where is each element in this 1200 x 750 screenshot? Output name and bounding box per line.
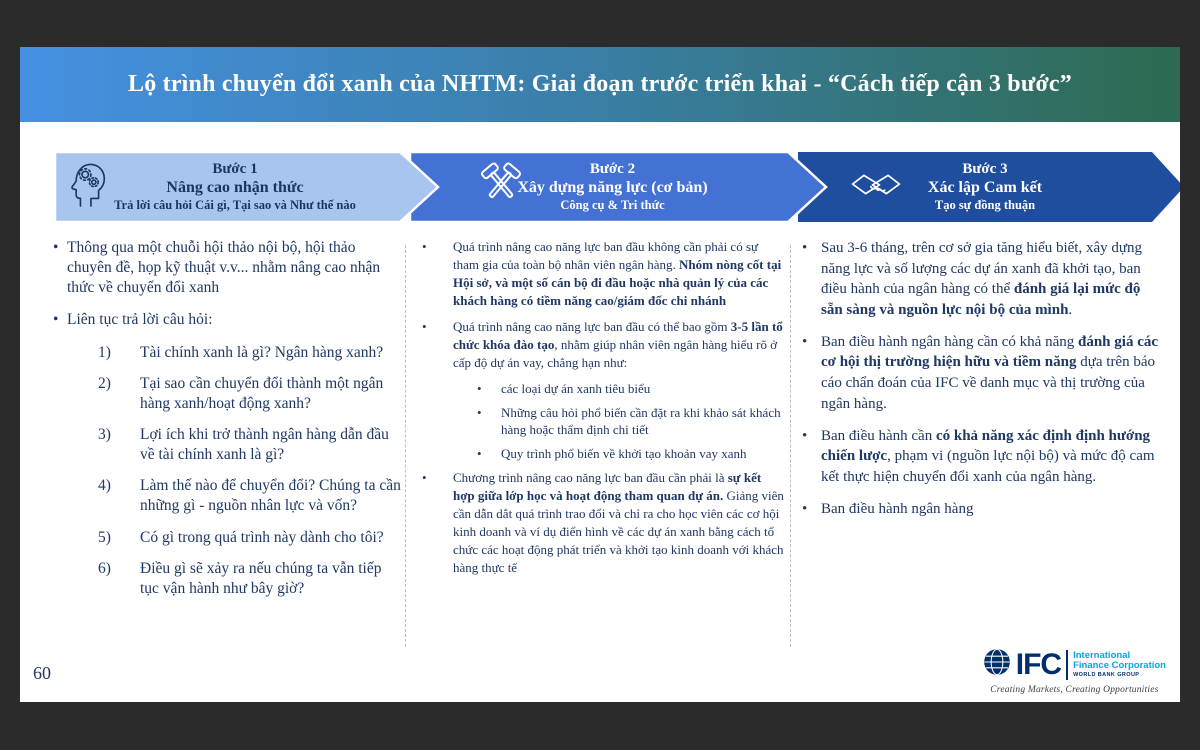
numbered-text: Điều gì sẽ xảy ra nếu chúng ta vẫn tiếp tục vận hành như bây giờ? <box>140 559 382 597</box>
step1-arrow-shape <box>55 152 438 222</box>
ifc-acronym: IFC <box>1015 647 1062 681</box>
step1-title: Nâng cao nhận thức <box>166 179 304 197</box>
step-arrow-band <box>20 152 1180 222</box>
numbered-text: Có gì trong quá trình này dành cho tôi? <box>140 528 384 546</box>
number-marker: 2) <box>98 374 111 392</box>
logo-group: WORLD BANK GROUP <box>1073 672 1140 679</box>
ifc-logo <box>983 648 1166 695</box>
bullet-marker: • <box>422 239 427 254</box>
bullet-marker: • <box>477 446 482 462</box>
sub-list-item <box>477 404 784 440</box>
bullet-text: Thông qua một chuỗi hội thảo nội bộ, hội thảo chuyên đề, họp kỹ thuật v.v... nhằm nâng cao nhận thức về chuyển đổi xanh <box>67 239 381 297</box>
slide-title: Lộ trình chuyển đổi xanh của NHTM: Giai đoạn trước triển khai - “Cách tiếp cận 3 bước” <box>128 71 1072 97</box>
presentation-slide <box>20 47 1180 702</box>
bullet-text: Quá trình nâng cao năng lực ban đầu có thể bao gồm 3-5 lần tổ chức khóa đào tạo, nhằm giúp nhân viên ngân hàng hiểu rõ ở cấp độ dự án vay, chẳng hạn như: <box>453 318 783 370</box>
bullet-marker: • <box>802 240 808 256</box>
ifc-globe-icon <box>983 648 1011 681</box>
numbered-text: Lợi ích khi trở thành ngân hàng dẫn đầu về tài chính xanh là gì? <box>140 425 389 464</box>
bullet-marker: • <box>802 333 808 350</box>
numbered-text: Tài chính xanh là gì? Ngân hàng xanh? <box>140 343 384 361</box>
column-step1-content <box>53 238 403 610</box>
bullet-marker: • <box>422 470 427 486</box>
column-divider <box>790 245 791 647</box>
bullet-text: Quá trình nâng cao năng lực ban đầu không cần phải có sự tham gia của toàn bộ nhân viên ngân hàng. Nhóm nòng cốt tại Hội sở, và một số cán bộ đi đầu hoặc nhà quản lý của các khách hàng có tiềm năng cao/giám đốc chi nhánh <box>453 239 782 308</box>
column-step2-content <box>422 238 784 585</box>
page-number: 60 <box>33 663 51 683</box>
list-item <box>422 469 784 577</box>
numbered-item <box>98 425 403 465</box>
list-item <box>53 310 403 330</box>
list-item <box>802 332 1159 415</box>
numbered-text: Tại sao cần chuyển đổi thành một ngân hàng xanh/hoạt động xanh? <box>140 374 384 412</box>
numbered-item <box>98 528 403 548</box>
list-item <box>802 499 1159 520</box>
number-marker: 4) <box>98 477 111 495</box>
logo-divider <box>1066 650 1068 680</box>
bullet-text: Ban điều hành ngân hàng cần có khả năng đánh giá các cơ hội thị trường hiện hữu và tiềm năng dựa trên báo cáo chẩn đoán của IFC về danh mục và thị trường của ngân hàng. <box>821 333 1159 412</box>
step3-title: Xác lập Cam kết <box>927 179 1043 197</box>
bullet-text: Ban điều hành cần có khả năng xác định định hướng chiến lược, phạm vi (nguồn lực nội bộ) và mức độ cam kết thực hiện chuyển đổi xanh của ngân hàng. <box>821 427 1155 485</box>
bullet-text: Liên tục trả lời câu hỏi: <box>67 311 213 329</box>
bullet-marker: • <box>802 427 808 444</box>
slide-header-banner <box>20 47 1180 122</box>
numbered-item <box>98 559 403 599</box>
bullet-marker: • <box>802 500 808 517</box>
bullet-marker: • <box>477 404 482 420</box>
column-step3-content <box>802 238 1159 530</box>
bullet-text: các loại dự án xanh tiêu biểu <box>501 380 651 396</box>
step1-label: Bước 1 <box>212 161 258 178</box>
step3-label: Bước 3 <box>962 161 1008 178</box>
step3-caption: Tạo sự đồng thuận <box>934 197 1036 212</box>
number-marker: 5) <box>98 528 111 546</box>
number-marker: 3) <box>98 425 111 443</box>
sub-list-item <box>477 380 784 398</box>
bullet-text: Ban điều hành ngân hàng <box>821 500 974 517</box>
logo-name-line1: International <box>1073 649 1131 661</box>
list-item <box>802 426 1159 488</box>
number-marker: 1) <box>98 343 111 361</box>
step1-caption: Trả lời câu hỏi Cái gì, Tại sao và Như thế nào <box>114 197 356 212</box>
step2-label: Bước 2 <box>589 161 636 178</box>
column-divider <box>405 245 406 647</box>
step2-caption: Công cụ & Tri thức <box>560 197 665 212</box>
numbered-text: Làm thế nào để chuyển đổi? Chúng ta cần những gì - nguồn nhân lực và vốn? <box>140 477 401 515</box>
numbered-item <box>98 374 403 414</box>
bullet-marker: • <box>477 380 482 396</box>
bullet-text: Quy trình phổ biến về khởi tạo khoản vay xanh <box>501 446 747 462</box>
step3-arrow-shape <box>798 152 1180 222</box>
sub-list-item <box>477 445 784 463</box>
step2-title: Xây dựng năng lực (cơ bản) <box>517 179 708 197</box>
bullet-marker: • <box>53 239 59 256</box>
bullet-marker: • <box>422 318 427 334</box>
step2-arrow-shape <box>410 152 826 222</box>
bullet-text: Những câu hỏi phổ biến cần đặt ra khi khảo sát khách hàng hoặc thẩm định chi tiết <box>501 404 781 438</box>
number-marker: 6) <box>98 559 111 577</box>
numbered-item <box>98 476 403 516</box>
bullet-text: Chương trình nâng cao năng lực ban đầu cần phải là sự kết hợp giữa lớp học và hoạt động tham quan dự án. Giảng viên cần dẫn dắt quá trình trao đổi và chỉ ra cho học viên các cơ hội kinh doanh và ví dụ điển hình về các dự án xanh bằng cách tổ chức các hoạt động phát triển và khởi tạo kinh doanh với khách hàng thực tế <box>453 470 784 575</box>
list-item <box>422 238 784 310</box>
list-item <box>53 238 403 298</box>
list-item <box>802 238 1159 321</box>
logo-tagline: Creating Markets, Creating Opportunities <box>990 685 1159 695</box>
bullet-text: Sau 3-6 tháng, trên cơ sở gia tăng hiểu biết, xây dựng năng lực và số lượng các dự án xanh đã khởi tạo, ban điều hành của ngân hàng có thể đánh giá lại mức độ sẵn sàng và nguồn lực nội bộ của mình. <box>821 240 1143 319</box>
list-item <box>422 318 784 372</box>
bullet-marker: • <box>53 311 59 329</box>
logo-name-line2: Finance Corporation <box>1073 660 1166 671</box>
numbered-item <box>98 343 403 363</box>
